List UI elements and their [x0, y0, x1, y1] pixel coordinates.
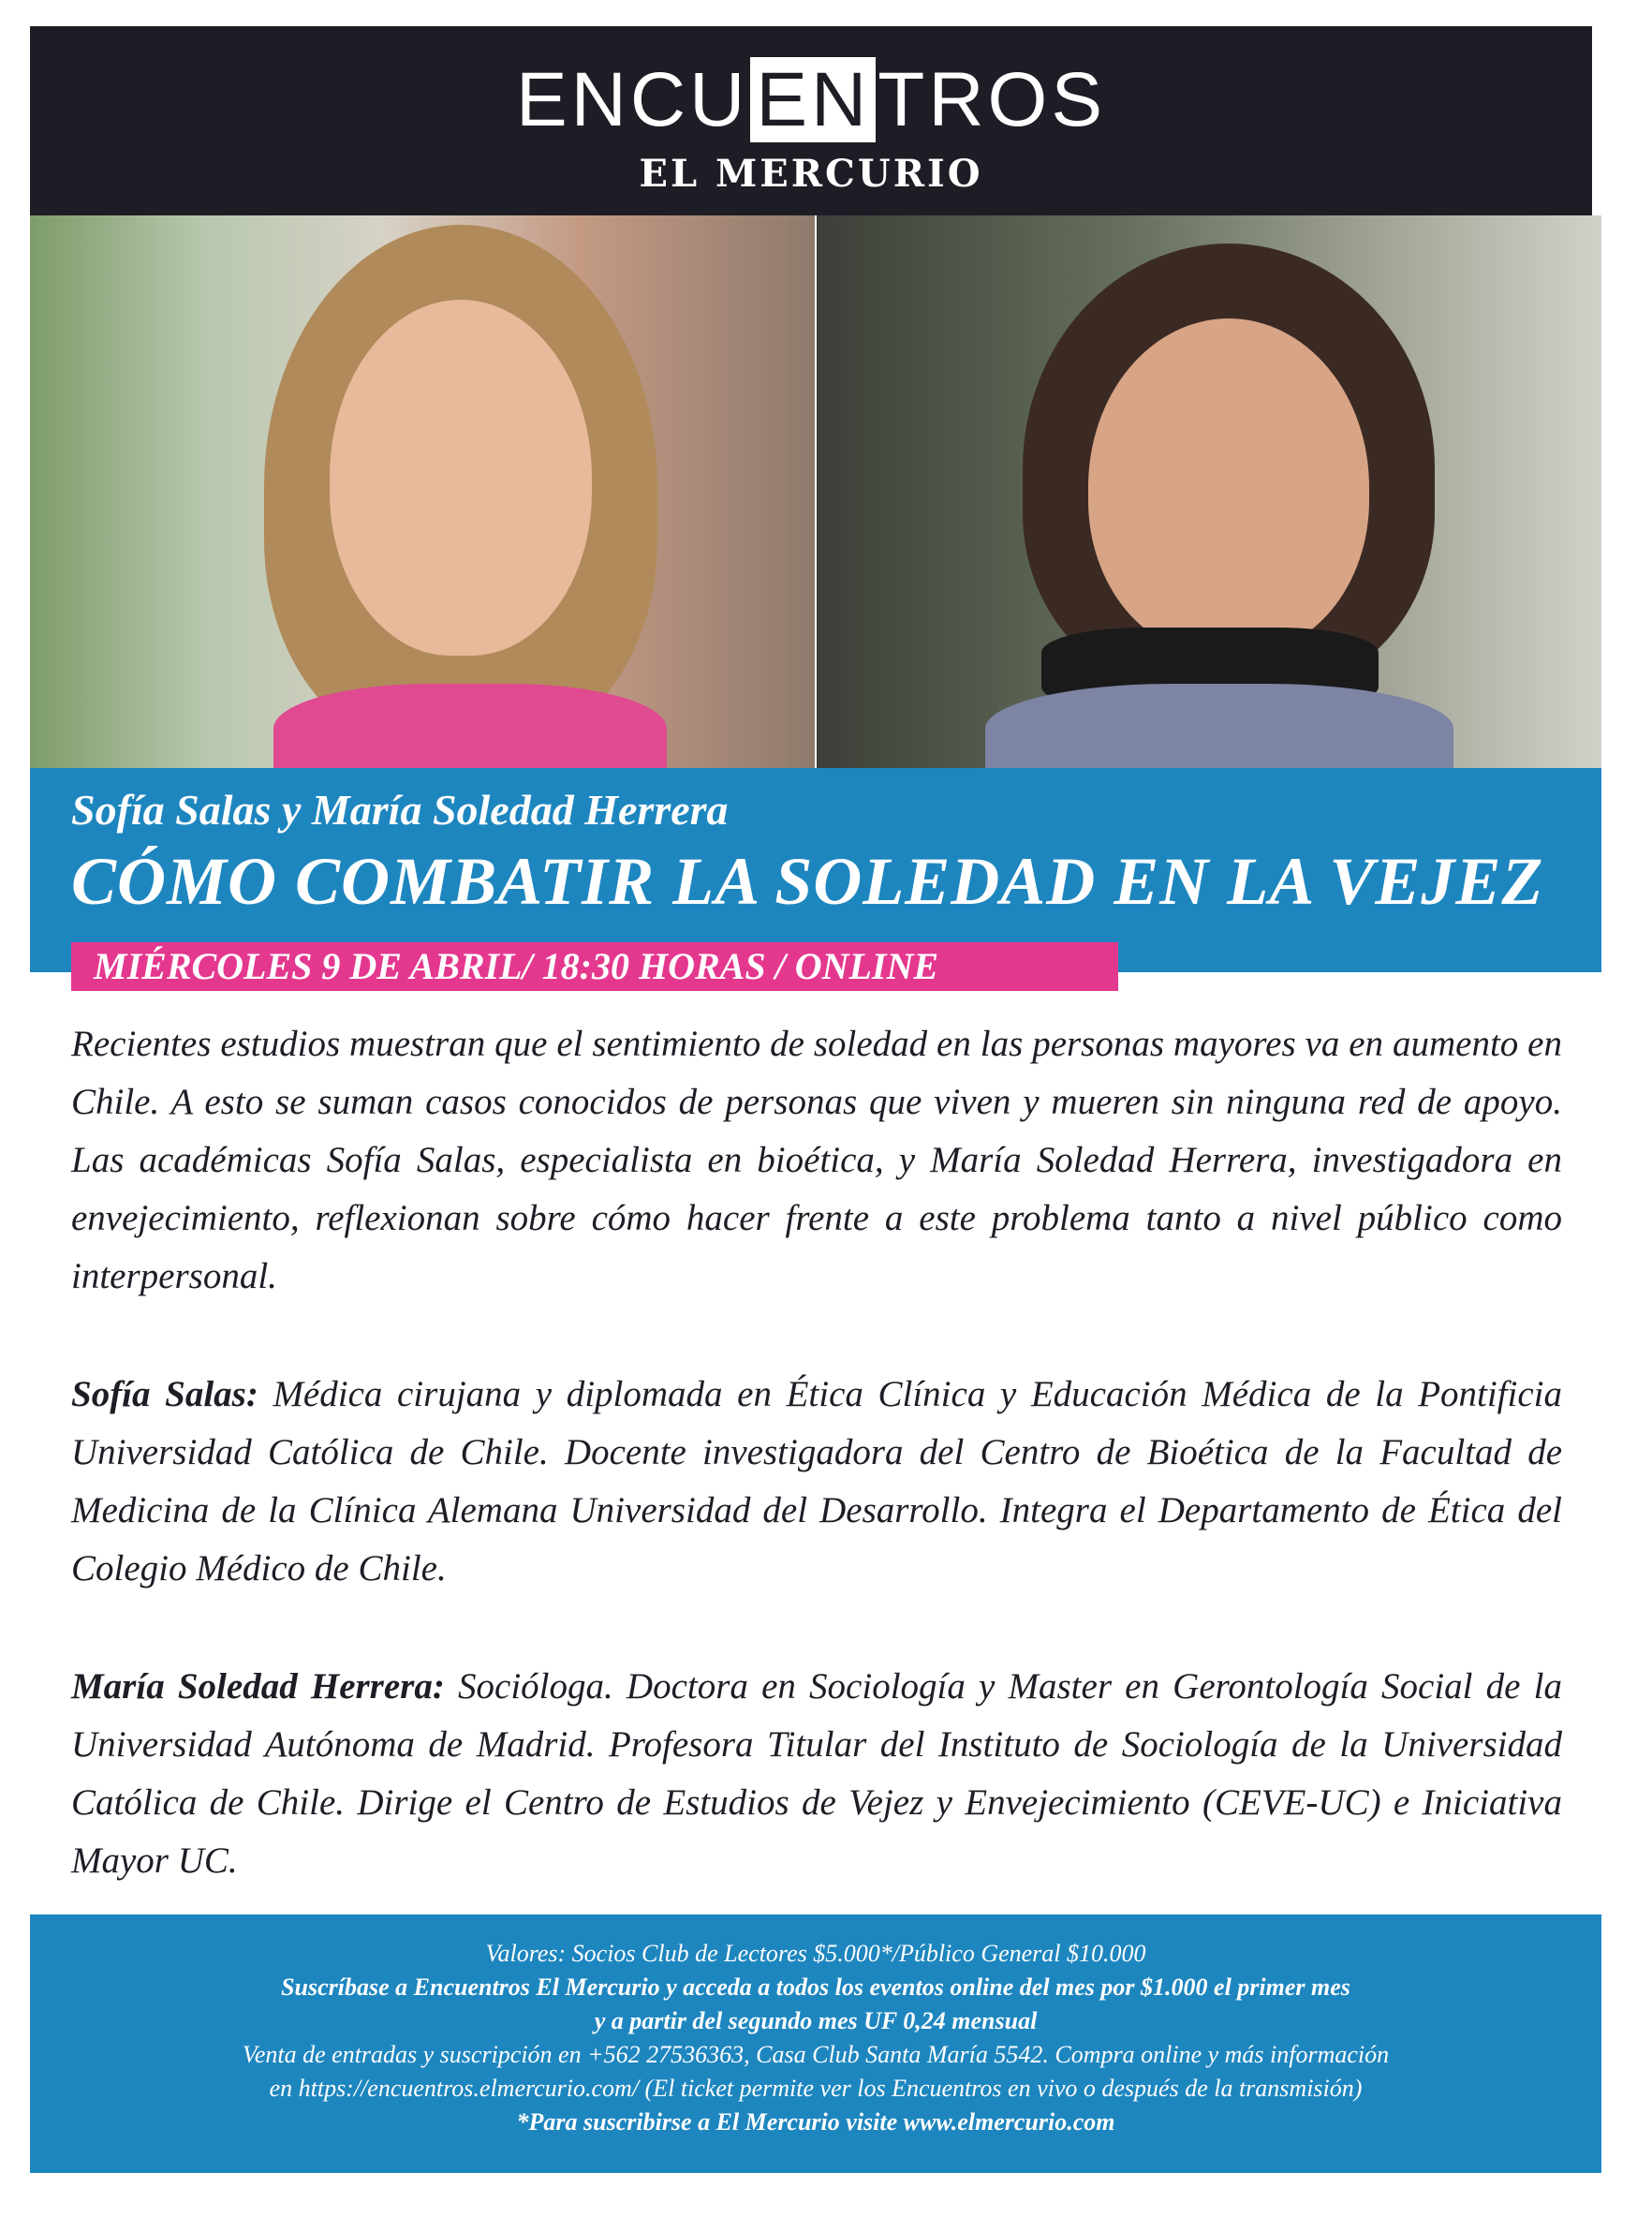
brand-suffix: TROS	[878, 57, 1107, 142]
sales-line-1: Venta de entradas y suscripción en +562 27536363, Casa Club Santa María 5542. Compra online y más información	[242, 2041, 1390, 2068]
header-banner	[30, 26, 1592, 215]
portrait-blouse	[985, 684, 1453, 768]
prices-line: Valores: Socios Club de Lectores $5.000*/Público General $10.000	[485, 1940, 1146, 1967]
date-bar: MIÉRCOLES 9 DE ABRIL/ 18:30 HORAS / ONLINE	[71, 942, 1118, 991]
event-title: CÓMO COMBATIR LA SOLEDAD EN LA VEJEZ	[71, 844, 1544, 919]
photo-sofia-salas	[30, 215, 815, 768]
bio-name: María Soledad Herrera:	[71, 1666, 445, 1707]
brand-logo	[30, 57, 1592, 142]
mercurio-subscribe-line: *Para suscribirse a El Mercurio visite www.elmercurio.com	[516, 2108, 1115, 2136]
bio-text: Socióloga. Doctora en Sociología y Master en Gerontología Social de la Universidad Autónoma de Madrid. Profesora Titular del Instituto de Sociología de la Universidad Católica de Chile. Dirige el Centro de Estudios de Vejez y Envejecimiento (CEVE-UC) e Iniciativa Mayor UC.	[71, 1666, 1562, 1881]
brand-subtitle: EL MERCURIO	[639, 152, 983, 196]
bio-maria-soledad-herrera	[71, 1658, 1562, 1890]
brand-prefix: ENCU	[515, 57, 749, 142]
bio-name: Sofía Salas:	[71, 1374, 258, 1414]
portrait-face	[1088, 318, 1369, 656]
bio-sofia-salas	[71, 1366, 1562, 1598]
subscribe-line-2: y a partir del segundo mes UF 0,24 mensual	[594, 2007, 1038, 2034]
subscribe-line-1: Suscríbase a Encuentros El Mercurio y acceda a todos los eventos online del mes por $1.000 el primer mes	[281, 1973, 1350, 2001]
portrait-shirt	[273, 684, 667, 768]
brand-highlight: EN	[750, 57, 876, 142]
photo-maria-soledad-herrera	[817, 215, 1601, 768]
footer-info	[30, 1914, 1601, 2173]
intro-paragraph: Recientes estudios muestran que el sentimiento de soledad en las personas mayores va en aumento en Chile. A esto se suman casos conocidos de personas que viven y mueren sin ninguna red de apoyo. Las académicas Sofía Salas, especialista en bioética, y María Soledad Herrera, investigadora en envejecimiento, reflexionan sobre cómo hacer frente a este problema tanto a nivel público como interpersonal.	[71, 1024, 1562, 1296]
bio-text: Médica cirujana y diplomada en Ética Clínica y Educación Médica de la Pontificia Universidad Católica de Chile. Docente investigadora del Centro de Bioética de la Facultad de Medicina de la Clínica Alemana Universidad del Desarrollo. Integra el Departamento de Ética del Colegio Médico de Chile.	[71, 1374, 1562, 1589]
portrait-face	[330, 300, 592, 656]
sales-line-2: en https://encuentros.elmercurio.com/ (El ticket permite ver los Encuentros en vivo o después de la transmisión)	[269, 2075, 1363, 2102]
speakers-line: Sofía Salas y María Soledad Herrera	[71, 786, 729, 834]
